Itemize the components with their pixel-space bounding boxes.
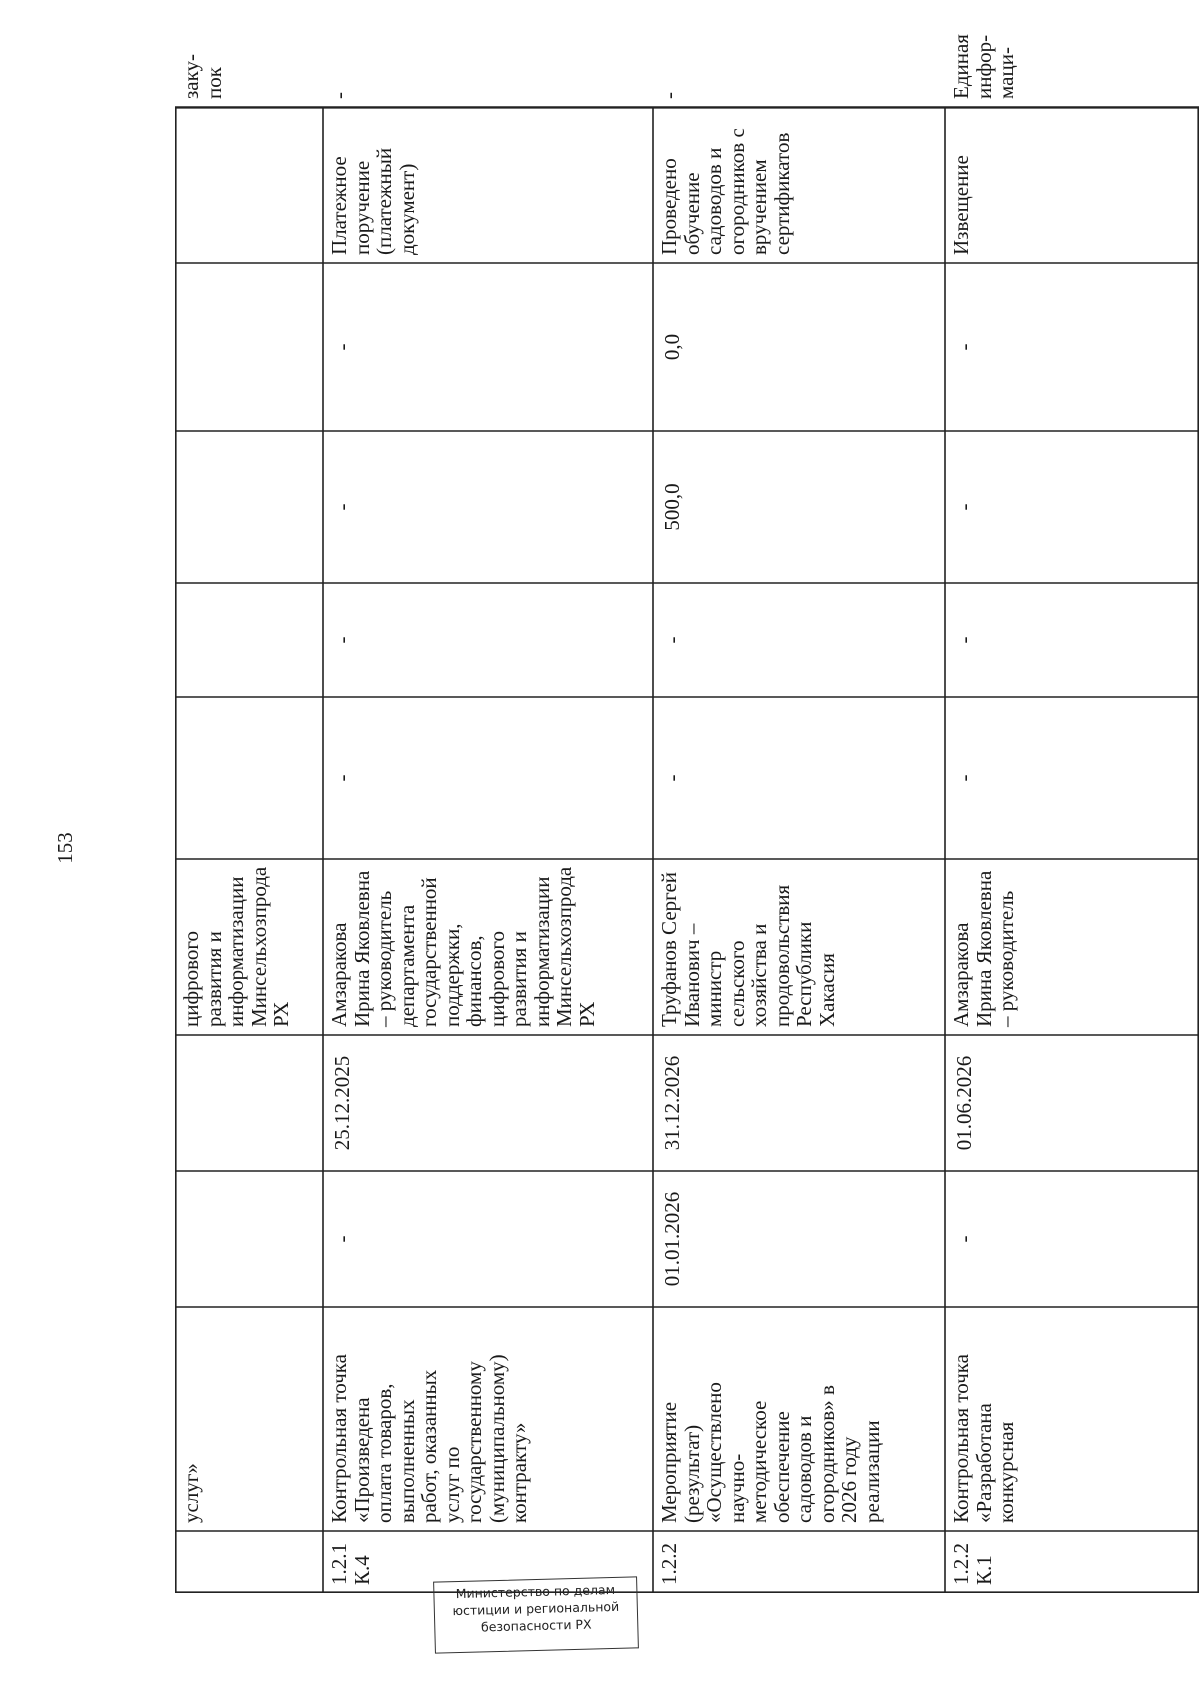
table-cell-v2: - bbox=[330, 636, 354, 644]
table-cell-doc: Платежное поручение (платежный документ) bbox=[327, 147, 419, 255]
table-cell-num: 1.2.2 К.1 bbox=[949, 1543, 996, 1585]
table-cell-name: Контрольная точка «Разработана конкурсная bbox=[949, 1353, 1018, 1523]
table-cell-end: 01.06.2026 bbox=[952, 1055, 976, 1151]
table-cell-end: 31.12.2026 bbox=[660, 1055, 684, 1151]
table-cell-v4: 0,0 bbox=[660, 333, 684, 361]
table-cell-start bbox=[175, 1171, 323, 1307]
table-cell-doc bbox=[175, 107, 323, 263]
table-cell-v2: - bbox=[660, 636, 684, 644]
table-cell-start: - bbox=[952, 1235, 976, 1243]
registration-stamp bbox=[433, 1576, 639, 1653]
table-cell-responsible: Амзаракова Ирина Яковлевна – руководитель bbox=[949, 870, 1018, 1027]
table-cell-responsible: Амзаракова Ирина Яковлевна – руководитель департамента государственной поддержки, финансов, цифрового развития и информатизации Минсельхозпрода РХ bbox=[327, 866, 599, 1027]
table-cell-start: - bbox=[330, 1235, 354, 1243]
table-cell-doc: Извещение bbox=[949, 155, 973, 255]
table-cell-v1: - bbox=[952, 774, 976, 782]
table-cell-end bbox=[175, 1035, 323, 1171]
table-cell-v3 bbox=[175, 431, 323, 583]
stamp-line: безопасности РХ bbox=[480, 1616, 592, 1635]
table-cell-num: 1.2.2 bbox=[657, 1543, 681, 1585]
table-cell-v4: - bbox=[952, 343, 976, 351]
table-cell-v2 bbox=[175, 583, 323, 697]
table-cell-v3: - bbox=[952, 503, 976, 511]
table-cell-name: Мероприятие (результат) «Осуществлено научно- методическое обеспечение садоводов и огородников» в 2026 году реализации bbox=[657, 1382, 884, 1523]
stamp-line: юстиции и региональной bbox=[452, 1598, 620, 1619]
table-cell-system: - bbox=[327, 92, 351, 99]
table-cell-start: 01.01.2026 bbox=[660, 1191, 684, 1287]
table-cell-v2: - bbox=[952, 636, 976, 644]
table-cell-name: Контрольная точка «Произведена оплата товаров, выполненных работ, оказанных услуг по государственному (муниципальному) контракту» bbox=[327, 1353, 531, 1523]
table-cell-v4: - bbox=[330, 343, 354, 351]
table-cell-end: 25.12.2025 bbox=[330, 1055, 354, 1151]
stamp-line: Министерство по делам bbox=[455, 1581, 616, 1602]
table-cell-doc: Проведено обучение садоводов и огородников с вручением сертификатов bbox=[657, 128, 794, 255]
table-cell-system: Единая инфор- маци- bbox=[949, 34, 1018, 99]
table-cell-system: заку- пок bbox=[179, 53, 226, 99]
table-cell-v3: - bbox=[330, 503, 354, 511]
table-cell-system: - bbox=[657, 92, 681, 99]
table-cell-v1: - bbox=[330, 774, 354, 782]
table-cell-num bbox=[175, 1531, 323, 1593]
table-cell-responsible: Труфанов Сергей Иванович – министр сельского хозяйства и продовольствия Республики Хакасия bbox=[657, 871, 839, 1027]
table-cell-responsible: цифрового развития и информатизации Минсельхозпрода РХ bbox=[179, 866, 293, 1027]
table-cell-v4 bbox=[175, 263, 323, 431]
table-cell-v3: 500,0 bbox=[660, 483, 684, 531]
page-number: 153 bbox=[53, 832, 77, 864]
table-cell-num: 1.2.1 К.4 bbox=[327, 1543, 374, 1585]
table-cell-name: услуг» bbox=[179, 1463, 203, 1523]
table-cell-v1 bbox=[175, 697, 323, 859]
table-cell-v1: - bbox=[660, 774, 684, 782]
document-table bbox=[175, 34, 1199, 1593]
